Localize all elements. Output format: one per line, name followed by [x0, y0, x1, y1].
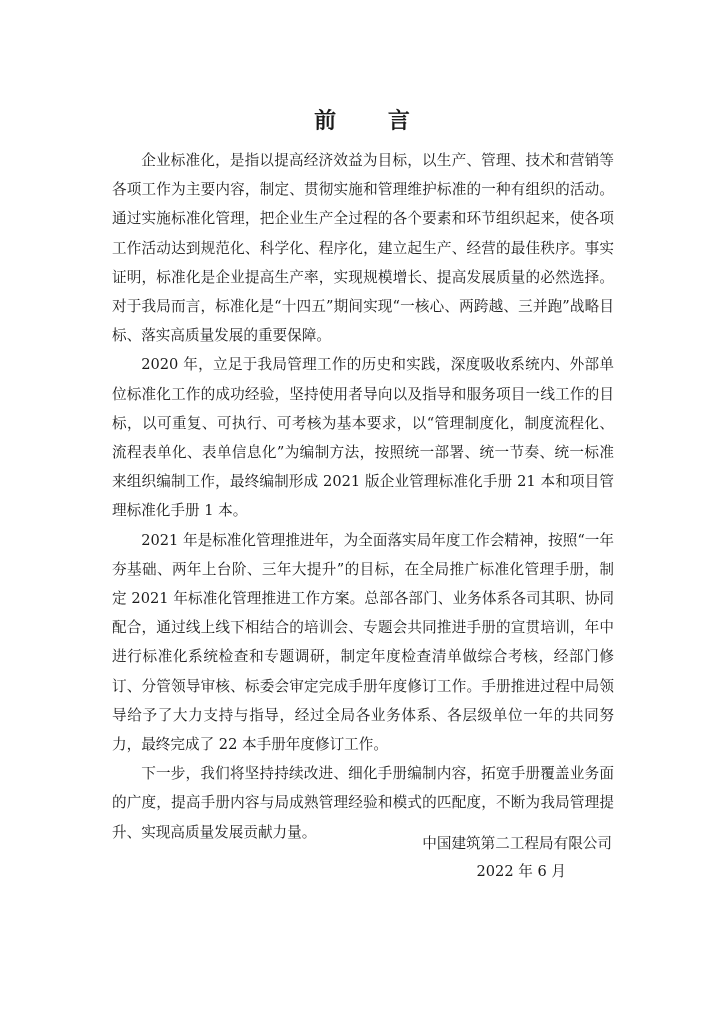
paragraph: 企业标准化，是指以提高经济效益为目标，以生产、管理、技术和营销等各项工作为主要内容，制定、贯彻实施和管理维护标准的一种有组织的活动。通过实施标准化管理，把企业生产全过程的各个要素和环节组织起来，使各项工作活动达到规范化、科学化、程序化，建立起生产、经营的最佳秩序。事实证明，标准化是企业提高生产率，实现规模增长、提高发展质量的必然选择。对于我局而言，标准化是“十四五”期间实现“一核心、两跨越、三并跑”战略目标、落实高质量发展的重要保障。 — [112, 152, 614, 345]
paragraph: 2021 年是标准化管理推进年，为全面落实局年度工作会精神，按照“一年夯基础、两年上台阶、三年大提升”的目标，在全局推广标准化管理手册，制定 2021 年标准化管理推进工作方案。总部各部门、业务体系各司其职、协同配合，通过线上线下相结合的培训会、专题会共同推进手册的宣贯培训，年中进行标准化系统检查和专题调研，制定年度检查清单做综合考核，经部门修订、分管领导审核、标委会审定完成手册年度修订工作。手册推进过程中局领导给予了大力支持与指导，经过全局各业务体系、各层级单位一年的共同努力，最终完成了 22 本手册年度修订工作。 — [112, 531, 614, 754]
signature-date: 2022 年 6 月 — [476, 863, 566, 880]
paragraph: 下一步，我们将坚持持续改进、细化手册编制内容，拓宽手册覆盖业务面的广度，提高手册内容与局成熟管理经验和模式的匹配度，不断为我局管理提升、实现高质量发展贡献力量。 — [112, 765, 614, 841]
paragraph: 2020 年，立足于我局管理工作的历史和实践，深度吸收系统内、外部单位标准化工作的成功经验，坚持使用者导向以及指导和服务项目一线工作的目标，以可重复、可执行、可考核为基本要求，以“管理制度化，制度流程化、流程表单化、表单信息化”为编制方法，按照统一部署、统一节奏、统一标准来组织编制工作，最终编制形成 2021 版企业管理标准化手册 21 本和项目管理标准化手册 1 本。 — [112, 356, 614, 520]
signature-company: 中国建筑第二工程局有限公司 — [422, 835, 612, 852]
preface-body — [112, 146, 614, 847]
page-title: 前 言 — [314, 109, 432, 134]
